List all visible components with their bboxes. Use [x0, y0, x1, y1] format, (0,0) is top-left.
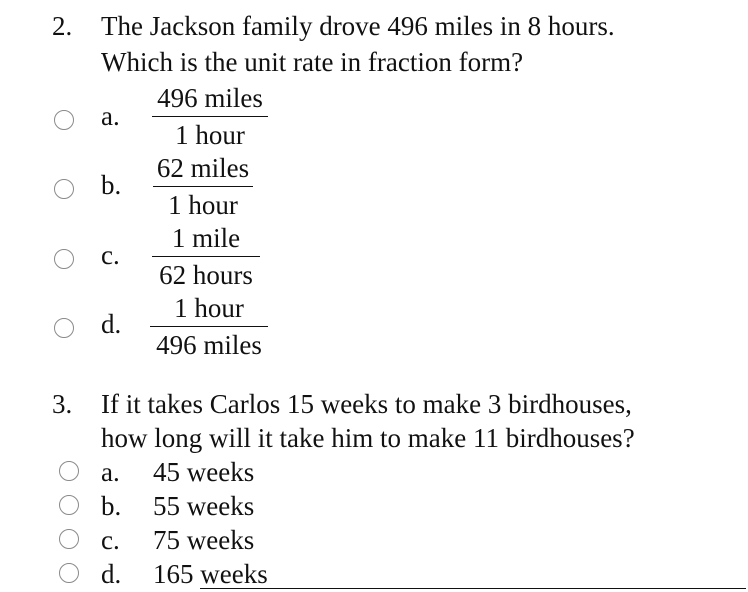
option-text: 45 weeks	[153, 457, 255, 487]
answer-line	[200, 588, 746, 589]
radio-button[interactable]	[59, 529, 79, 549]
fraction	[152, 82, 268, 151]
option-text: 75 weeks	[153, 525, 255, 555]
radio-button[interactable]	[54, 249, 74, 269]
radio-button[interactable]	[54, 179, 74, 199]
option-letter: c.	[101, 240, 120, 270]
fraction-numerator: 62 miles	[153, 152, 253, 187]
option-text: 55 weeks	[153, 491, 255, 521]
fraction-numerator: 1 hour	[150, 292, 268, 327]
radio-button[interactable]	[54, 110, 74, 130]
option-letter: c.	[101, 525, 120, 555]
question-2-text-line2: Which is the unit rate in fraction form?	[101, 47, 524, 77]
radio-button[interactable]	[54, 318, 74, 338]
question-3-text-line1: If it takes Carlos 15 weeks to make 3 birdhouses,	[101, 389, 632, 419]
fraction	[145, 152, 261, 221]
radio-button[interactable]	[59, 563, 79, 583]
fraction	[150, 292, 268, 361]
question-2-text-line1: The Jackson family drove 496 miles in 8 hours.	[101, 11, 615, 41]
fraction	[146, 222, 266, 291]
fraction-numerator: 1 mile	[152, 222, 260, 257]
radio-button[interactable]	[59, 461, 79, 481]
fraction-denominator: 1 hour	[175, 120, 245, 150]
fraction-denominator: 62 hours	[159, 260, 253, 290]
option-letter: d.	[101, 559, 122, 589]
radio-button[interactable]	[59, 495, 79, 515]
option-letter: a.	[101, 457, 120, 487]
option-letter: b.	[101, 170, 122, 200]
option-letter: d.	[101, 309, 122, 339]
question-3-text-line2: how long will it take him to make 11 birdhouses?	[101, 423, 635, 453]
fraction-numerator: 496 miles	[152, 82, 268, 117]
question-2-number: 2.	[52, 11, 73, 41]
option-text: 165 weeks	[153, 559, 268, 589]
option-letter: a.	[101, 101, 120, 131]
fraction-denominator: 1 hour	[168, 190, 238, 220]
fraction-denominator: 496 miles	[156, 330, 262, 360]
question-3-number: 3.	[52, 389, 73, 419]
option-letter: b.	[101, 491, 122, 521]
